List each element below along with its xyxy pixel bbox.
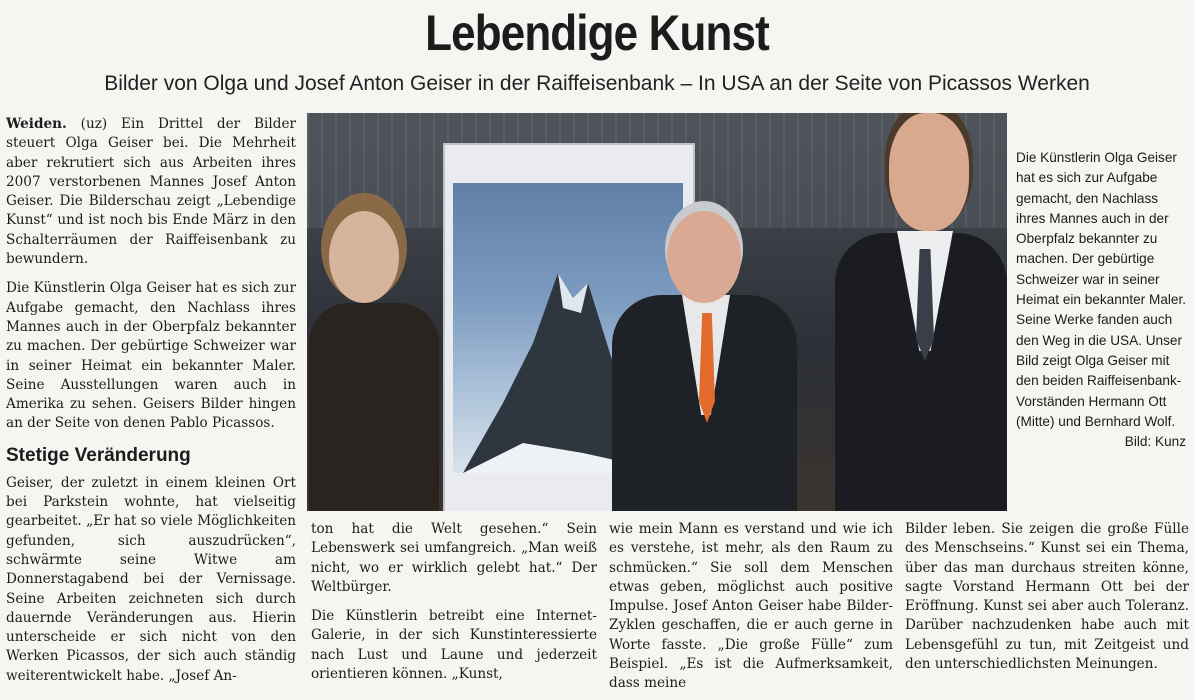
subheadline: Bilder von Olga und Josef Anton Geiser in der Raiffeisenbank – In USA an der Seite von Picassos Werken xyxy=(104,72,1090,95)
photo-credit: Bild: Kunz xyxy=(1124,434,1186,450)
person-hermann-ott-head xyxy=(667,211,741,303)
article-column-2 xyxy=(311,520,597,700)
column-2-paragraph-2: Die Künstlerin betreibt eine Internet-Galerie, in der sich Kunstinteressierte nach Lust und Laune und jederzeit orientieren können. „Kunst, xyxy=(311,608,597,683)
column-2-paragraph-1: ton hat die Welt gesehen.“ Sein Lebenswerk sei umfangreich. „Man weiß nicht, wo er wirklich gelebt hat.“ Der Weltbürger. xyxy=(311,521,597,595)
person-olga-head xyxy=(329,211,399,303)
photo-caption xyxy=(1016,148,1186,508)
caption-text: Die Künstlerin Olga Geiser hat es sich zur Aufgabe gemacht, den Nachlass ihres Mannes auch in der Oberpfalz bekannter zu machen. Der gebürtige Schweizer war in seiner Heimat ein bekannter Maler. Seine Werke fanden auch den Weg in die USA. Unser Bild zeigt Olga Geiser mit den beiden Raiffeisenbank-Vorständen Hermann Ott (Mitte) und Bernhard Wolf. xyxy=(1016,150,1187,429)
intro-paragraph xyxy=(6,115,296,269)
article-column-4 xyxy=(905,520,1189,700)
paragraph-2: Die Künstlerin Olga Geiser hat es sich zur Aufgabe gemacht, den Nachlass ihres Mannes auch in der Oberpfalz bekannter zu machen. Der gebürtige Schweizer war in seiner Heimat ein bekannter Maler. Seine Ausstellungen waren auch in Amerika zu sehen. Geisers Bilder hingen an der Seite von denen Pablo Picassos. xyxy=(6,280,296,432)
intro-text: (uz) Ein Drittel der Bilder steuert Olga Geiser bei. Die Mehrheit aber rekrutiert sich aus Arbeiten ihres 2007 verstorbenen Mannes Josef Anton Geiser. Die Bilderschau zeigt „Lebendige Kunst“ und ist noch bis Ende März in den Schalterräumen der Raiffeisenbank zu bewundern. xyxy=(6,116,296,268)
article-column-1 xyxy=(6,115,296,700)
headline: Lebendige Kunst xyxy=(425,5,769,61)
person-bernhard-wolf-head xyxy=(889,113,969,231)
paragraph-3: Geiser, der zuletzt in einem kleinen Ort bei Parkstein wohnte, hat vielseitig gearbeitet. „Er hat so viele Möglichkeiten gefunden, sich auszudrücken“, schwärmte seine Witwe am Donnerstagabend bei der Vernissage. Seine Arbeiten zeichneten sich durch dauernde Veränderungen aus. Hierin unterscheide er sich nicht von den Werken Picassos, der sich auch ständig weiterentwickelt habe. „Josef An- xyxy=(6,474,296,684)
subheading: Stetige Veränderung xyxy=(6,444,191,466)
dateline: Weiden. xyxy=(6,116,67,132)
person-olga xyxy=(309,303,439,511)
column-4-paragraph: Bilder leben. Sie zeigen die große Fülle des Menschseins.“ Kunst sei ein Thema, über das man durchaus streiten könne, sagte Vorstand Hermann Ott bei der Eröffnung. Kunst sei aber auch Toleranz. Darüber nachzudenken habe auch mit Lebensgefühl zu tun, mit Zeitgeist und den unterschiedlichsten Meinungen. xyxy=(905,521,1189,673)
article-photo xyxy=(307,113,1007,511)
article-column-3 xyxy=(609,520,893,700)
column-3-paragraph: wie mein Mann es verstand und wie ich es verstehe, ist mehr, als den Raum zu schmücken.“ Sie soll dem Menschen etwas geben, möglichst auch positive Impulse. Josef Anton Geiser habe Bilder-Zyklen geschaffen, die er auch gerne in Worte fasste. „Die große Fülle“ zum Beispiel. „Es ist die Aufmerksamkeit, dass meine xyxy=(609,521,893,692)
